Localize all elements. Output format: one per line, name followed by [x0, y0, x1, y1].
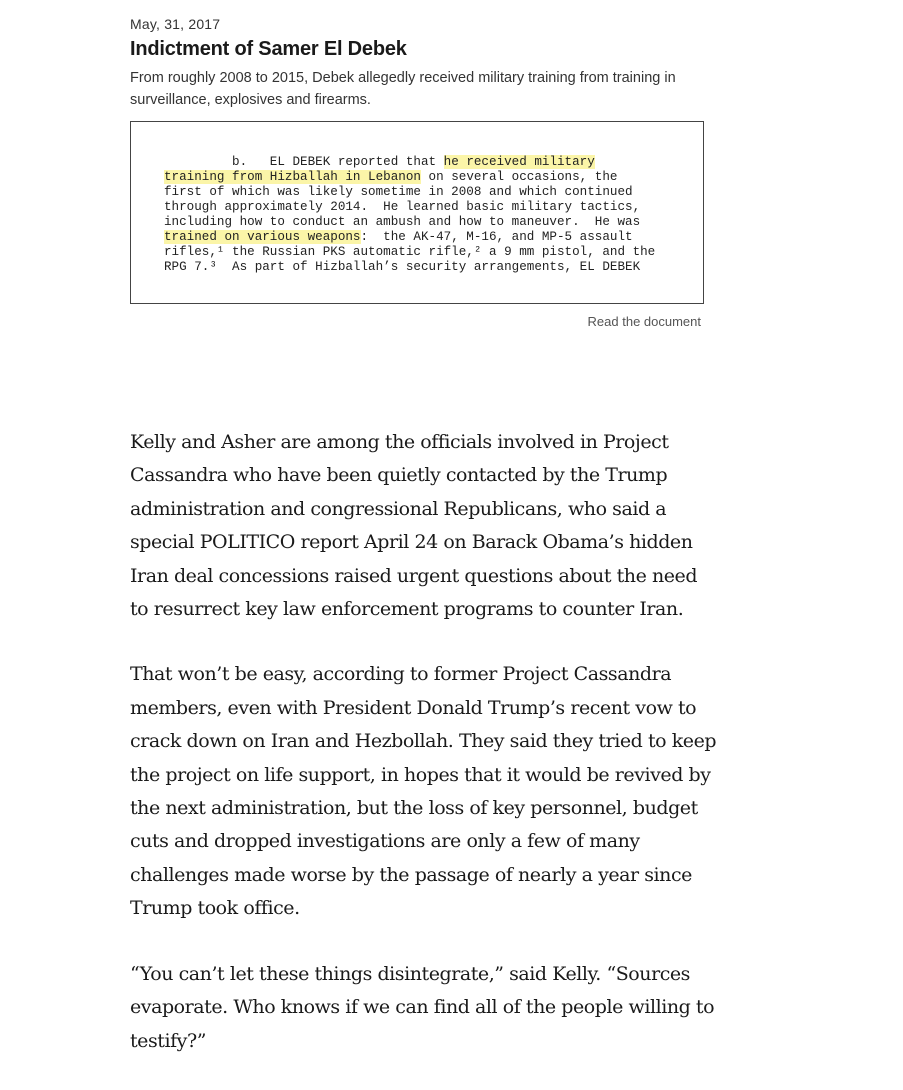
document-description: From roughly 2008 to 2015, Debek allegedly received military training from training in surveillance, explosives and firearms.	[130, 70, 676, 108]
document-title: Indictment of Samer El Debek	[130, 38, 407, 60]
article-body	[130, 426, 720, 1090]
article-paragraph: That won’t be easy, according to former Project Cassandra members, even with President Donald Trump’s recent vow to crack down on Iran and Hezbollah. They said they tried to keep the project on life support, in hopes that it would be revived by the next administration, but the loss of key personnel, budget cuts and dropped investigations are only a few of many challenges made worse by the passage of nearly a year since Trump took office.	[130, 663, 717, 920]
article-paragraph: “You can’t let these things disintegrate,” said Kelly. “Sources evaporate. Who knows if we can find all of the people willing to testify?”	[130, 962, 715, 1052]
document-excerpt-text	[164, 155, 655, 275]
excerpt-line: through approximately 2014. He learned basic military tactics,	[164, 200, 641, 214]
excerpt-line: : the AK-47, M-16, and MP-5 assault	[360, 230, 633, 244]
excerpt-highlight: training from Hizballah in Lebanon	[164, 170, 421, 184]
excerpt-line: including how to conduct an ambush and how to maneuver. He was	[164, 215, 641, 229]
excerpt-highlight: he received military	[443, 155, 595, 169]
read-document-link[interactable]: Read the document	[587, 314, 701, 329]
excerpt-line: on several occasions, the	[420, 170, 618, 184]
excerpt-line: rifles,¹ the Russian PKS automatic rifle,² a 9 mm pistol, and the	[164, 245, 656, 259]
excerpt-highlight: trained on various weapons	[164, 230, 361, 244]
document-excerpt-image[interactable]	[130, 121, 704, 304]
excerpt-line: first of which was likely sometime in 2008 and which continued	[164, 185, 633, 199]
article-paragraph: Kelly and Asher are among the officials involved in Project Cassandra who have been quietly contacted by the Trump administration and congressional Republicans, who said a special POLITICO report April 24 on Barack Obama’s hidden Iran deal concessions raised urgent questions about the need to resurrect key law enforcement programs to counter Iran.	[130, 431, 698, 621]
excerpt-line: b. EL DEBEK reported that	[164, 155, 444, 169]
document-date: May, 31, 2017	[130, 16, 221, 32]
excerpt-line: RPG 7.³ As part of Hizballah’s security arrangements, EL DEBEK	[164, 260, 641, 274]
document-link-row	[130, 313, 706, 331]
document-embed	[130, 16, 706, 331]
